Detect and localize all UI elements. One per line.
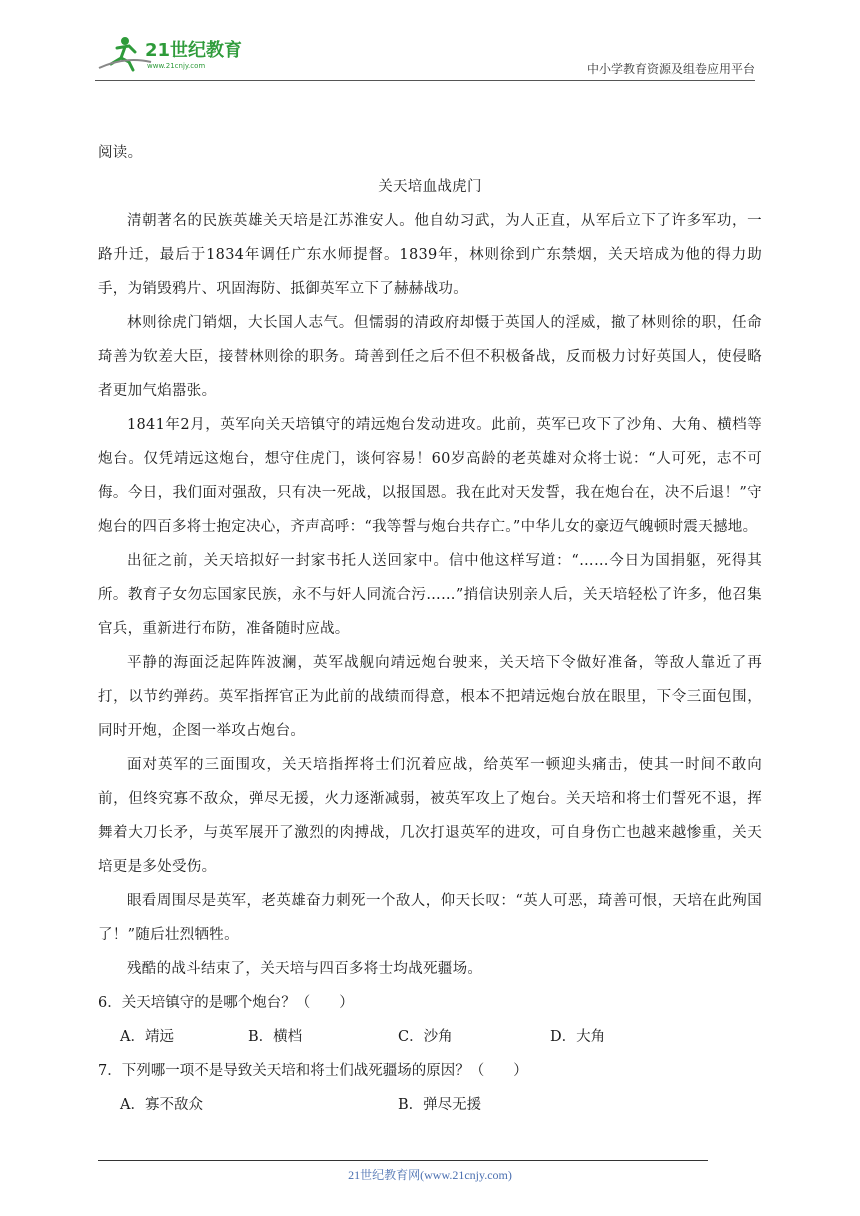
footer-divider xyxy=(98,1160,708,1161)
document-body xyxy=(98,136,762,1122)
article-paragraph: 出征之前，关天培拟好一封家书托人送回家中。信中他这样写道：“……今日为国捐躯，死得其所。教育子女勿忘国家民族，永不与奸人同流合污……”捎信诀别亲人后，关天培轻松了许多，他召集官兵，重新进行布防，准备随时应战。 xyxy=(98,553,762,637)
intro-text: 阅读。 xyxy=(98,145,143,161)
question-7-options xyxy=(98,1088,762,1122)
platform-name: 中小学教育资源及组卷应用平台 xyxy=(586,62,755,76)
question-6-options xyxy=(98,1020,762,1054)
article-paragraph: 平静的海面泛起阵阵波澜，英军战舰向靖远炮台驶来，关天培下令做好准备，等敌人靠近了再打，以节约弹药。英军指挥官正为此前的战绩而得意，根本不把靖远炮台放在眼里，下令三面包围，同时开炮，企图一举攻占炮台。 xyxy=(98,655,762,739)
article-paragraph: 清朝著名的民族英雄关天培是江苏淮安人。他自幼习武，为人正直，从军后立下了许多军功，一路升迁，最后于1834年调任广东水师提督。1839年，林则徐到广东禁烟，关天培成为他的得力助手，为销毁鸦片、巩固海防、抵御英军立下了赫赫战功。 xyxy=(98,213,762,297)
article-paragraph: 1841年2月，英军向关天培镇守的靖远炮台发动进攻。此前，英军已攻下了沙角、大角、横档等炮台。仅凭靖远这炮台，想守住虎门，谈何容易！60岁高龄的老英雄对众将士说：“人可死，志不可侮。今日，我们面对强敌，只有决一死战，以报国恩。我在此对天发誓，我在炮台在，决不后退！”守炮台的四百多将士抱定决心，齐声高呼：“我等誓与炮台共存亡。”中华儿女的豪迈气魄顿时震天撼地。 xyxy=(98,417,762,535)
header-divider xyxy=(95,80,755,81)
article-paragraph: 林则徐虎门销烟，大长国人志气。但懦弱的清政府却慑于英国人的淫威，撤了林则徐的职，任命琦善为钦差大臣，接替林则徐的职务。琦善到任之后不但不积极备战，反而极力讨好英国人，使侵略者更加气焰嚣张。 xyxy=(98,315,762,399)
option-a: A．靖远 xyxy=(120,1029,174,1045)
option-b: B．横档 xyxy=(248,1029,303,1045)
page-header xyxy=(95,30,755,80)
option-b: B．弹尽无援 xyxy=(398,1097,482,1113)
article-title: 关天培血战虎门 xyxy=(378,179,482,195)
article-paragraph: 残酷的战斗结束了，关天培与四百多将士均战死疆场。 xyxy=(127,961,483,977)
option-a: A．寡不敌众 xyxy=(120,1097,203,1113)
svg-text:www.21cnjy.com: www.21cnjy.com xyxy=(147,62,206,70)
question-6: 6．关天培镇守的是哪个炮台？（ ） xyxy=(98,995,354,1011)
question-7: 7．下列哪一项不是导致关天培和将士们战死疆场的原因？（ ） xyxy=(98,1063,528,1079)
site-logo xyxy=(95,34,265,74)
article-paragraph: 眼看周围尽是英军，老英雄奋力刺死一个敌人，仰天长叹：“英人可恶，琦善可恨，天培在此殉国了！”随后壮烈牺牲。 xyxy=(98,893,762,943)
article-paragraph: 面对英军的三面围攻，关天培指挥将士们沉着应战，给英军一顿迎头痛击，使其一时间不敢向前，但终究寡不敌众，弹尽无援，火力逐渐减弱，被英军攻上了炮台。关天培和将士们誓死不退，挥舞着大刀长矛，与英军展开了激烈的肉搏战，几次打退英军的进攻，可自身伤亡也越来越惨重，关天培更是多处受伤。 xyxy=(98,757,762,875)
option-d: D．大角 xyxy=(550,1029,606,1045)
option-c: C．沙角 xyxy=(398,1029,453,1045)
svg-text:21世纪教育: 21世纪教育 xyxy=(145,40,243,61)
page-footer: 21世纪教育网(www.21cnjy.com) xyxy=(348,1168,512,1182)
